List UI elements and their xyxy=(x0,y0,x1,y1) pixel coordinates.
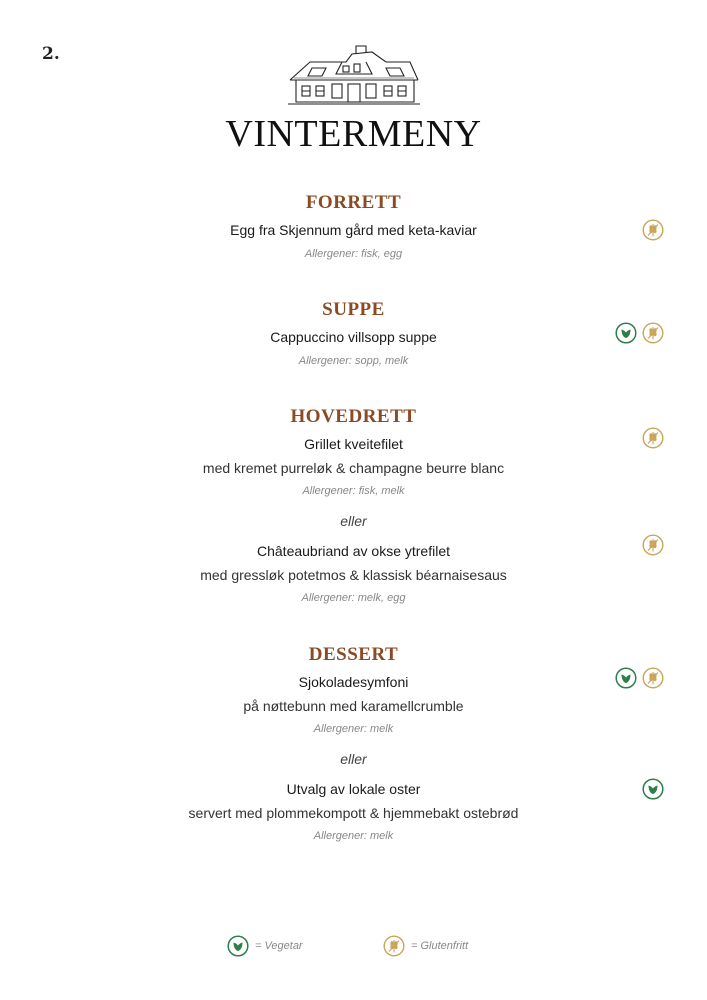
page-number: 2. xyxy=(42,44,60,64)
glutenfree-icon xyxy=(642,219,664,241)
section-title-suppe: SUPPE xyxy=(322,299,385,320)
section-title-forrett: FORRETT xyxy=(305,192,402,213)
vegetarian-icon xyxy=(615,322,637,344)
vegetarian-icon xyxy=(615,667,637,689)
dish-name: Sjokoladesymfoni xyxy=(298,674,409,690)
dish-description: på nøttebunn med karamellcrumble xyxy=(243,698,464,714)
farmhouse-logo-icon xyxy=(286,40,421,108)
dish-allergens: Allergener: melk, egg xyxy=(301,592,406,604)
dish-name: Utvalg av lokale oster xyxy=(286,781,421,797)
glutenfree-icon xyxy=(642,427,664,449)
menu-title: VINTERMENY xyxy=(225,113,482,155)
separator-eller: eller xyxy=(340,751,367,767)
glutenfree-icon xyxy=(642,667,664,689)
separator-eller: eller xyxy=(340,513,367,529)
dish-allergens: Allergener: melk xyxy=(313,723,394,735)
dish-name: Cappuccino villsopp suppe xyxy=(270,329,437,345)
dish-name: Châteaubriand av okse ytrefilet xyxy=(257,543,450,559)
section-title-dessert: DESSERT xyxy=(308,644,399,665)
section-title-hovedrett: HOVEDRETT xyxy=(290,406,417,427)
dish-allergens: Allergener: fisk, egg xyxy=(304,248,403,260)
glutenfree-icon xyxy=(642,534,664,556)
legend-glutenfree-icon xyxy=(383,935,405,957)
glutenfree-icon xyxy=(642,322,664,344)
dish-allergens: Allergener: melk xyxy=(313,830,394,842)
dish-description: med kremet purreløk & champagne beurre blanc xyxy=(202,460,505,476)
dish-allergens: Allergener: fisk, melk xyxy=(302,485,405,497)
legend-vegetarian-icon xyxy=(227,935,249,957)
dish-description: med gressløk potetmos & klassisk béarnaisesaus xyxy=(200,567,507,583)
legend-vegetarian-label: = Vegetar xyxy=(255,940,303,952)
dish-name: Grillet kveitefilet xyxy=(304,436,403,452)
legend-glutenfree-label: = Glutenfritt xyxy=(411,940,469,952)
vegetarian-icon xyxy=(642,778,664,800)
dish-name: Egg fra Skjennum gård med keta-kaviar xyxy=(230,222,477,238)
dish-description: servert med plommekompott & hjemmebakt ostebrød xyxy=(188,805,519,821)
dish-allergens: Allergener: sopp, melk xyxy=(298,355,409,367)
